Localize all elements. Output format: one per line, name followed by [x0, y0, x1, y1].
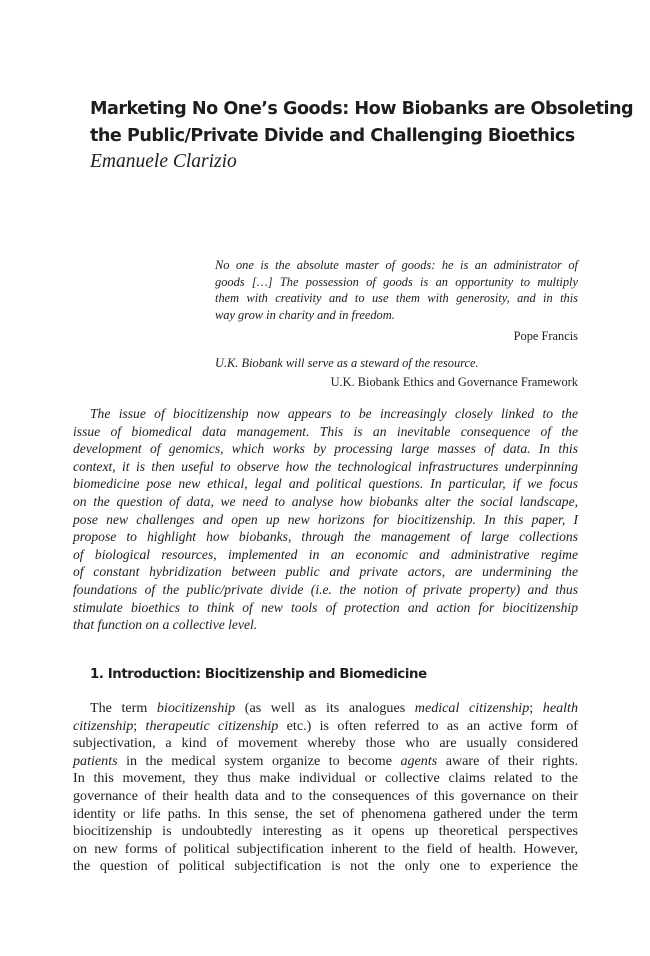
body-line: patients in the medical system organize to become agents aware of their rights.	[73, 752, 578, 769]
body-paragraph	[73, 700, 578, 876]
abstract-line: issue of biomedical data management. This is an inevitable consequence of the	[73, 423, 578, 439]
title-line: Marketing No One’s Goods: How Biobanks are Obsoleting	[90, 99, 634, 119]
body-line: identity or life paths. In this sense, the set of phenomena gathered under the term	[73, 805, 578, 822]
abstract-line: of biological resources, implemented in an economic and administrative regime	[73, 546, 578, 562]
abstract	[73, 405, 578, 634]
abstract-line: development of genomics, which works by processing large masses of data. In this	[73, 441, 578, 457]
title-line: the Public/Private Divide and Challenging Bioethics	[90, 126, 575, 146]
abstract-line: foundations of the public/private divide (i.e. the notion of private property) and thus	[73, 581, 578, 597]
epigraph-source: Pope Francis	[513, 329, 578, 343]
abstract-line: pose new challenges and open up new horizons for biocitizenship. In this paper, I	[73, 511, 578, 527]
epigraph-line: them with creativity and to use them with generosity, and in this	[215, 291, 578, 305]
body-line: citizenship; therapeutic citizenship etc.) is often referred to as an active form of	[73, 717, 578, 734]
abstract-line: stimulate bioethics to think of new tools of protection and action for biocitizenship	[73, 599, 578, 615]
epigraph-quote	[215, 257, 578, 323]
abstract-line: The issue of biocitizenship now appears to be increasingly closely linked to the	[90, 406, 578, 421]
epigraph	[215, 257, 578, 345]
epigraph-line: No one is the absolute master of goods: he is an administrator of	[215, 258, 578, 272]
author-name: Emanuele Clarizio	[90, 151, 237, 172]
abstract-line: on the question of data, we need to analyse how biobanks alter the social landscape,	[73, 493, 578, 509]
paper-title	[90, 96, 634, 150]
body-line: biocitizenship is undoubtedly interesting as it opens up theoretical perspectives	[73, 823, 578, 840]
body-line: governance of their health data and to the consequences of this governance on their	[73, 787, 578, 804]
abstract-line: propose to highlight how biobanks, through the management of large collections	[73, 529, 578, 545]
abstract-line: context, it is then useful to observe how the technological infrastructures underpinning	[73, 458, 578, 474]
section-heading: 1. Introduction: Biocitizenship and Biomedicine	[90, 667, 427, 682]
body-line: In this movement, they thus make individual or collective claims related to the	[73, 770, 578, 787]
body-line: The term biocitizenship (as well as its analogues medical citizenship; health	[90, 700, 578, 716]
epigraph-line: U.K. Biobank will serve as a steward of the resource.	[215, 356, 479, 370]
epigraph-quote	[215, 355, 578, 372]
epigraph-line: goods […] The possession of goods is an opportunity to multiply	[215, 274, 578, 289]
body-line: subjectivation, a kind of movement whereby those who are usually considered	[73, 735, 578, 752]
epigraph-source: U.K. Biobank Ethics and Governance Framework	[330, 374, 578, 389]
body-line: on new forms of political subjectification inherent to the field of health. However,	[73, 840, 578, 857]
abstract-line: biomedicine pose new ethical, legal and political questions. In particular, if we focus	[73, 476, 578, 492]
epigraph	[215, 355, 578, 390]
body-line: the question of political subjectification is not the only one to experience the	[73, 858, 578, 875]
epigraph-line: way grow in charity and in freedom.	[215, 307, 395, 322]
abstract-line: of constant hybridization between public and private actors, are undermining the	[73, 564, 578, 580]
abstract-line: that function on a collective level.	[73, 617, 258, 633]
